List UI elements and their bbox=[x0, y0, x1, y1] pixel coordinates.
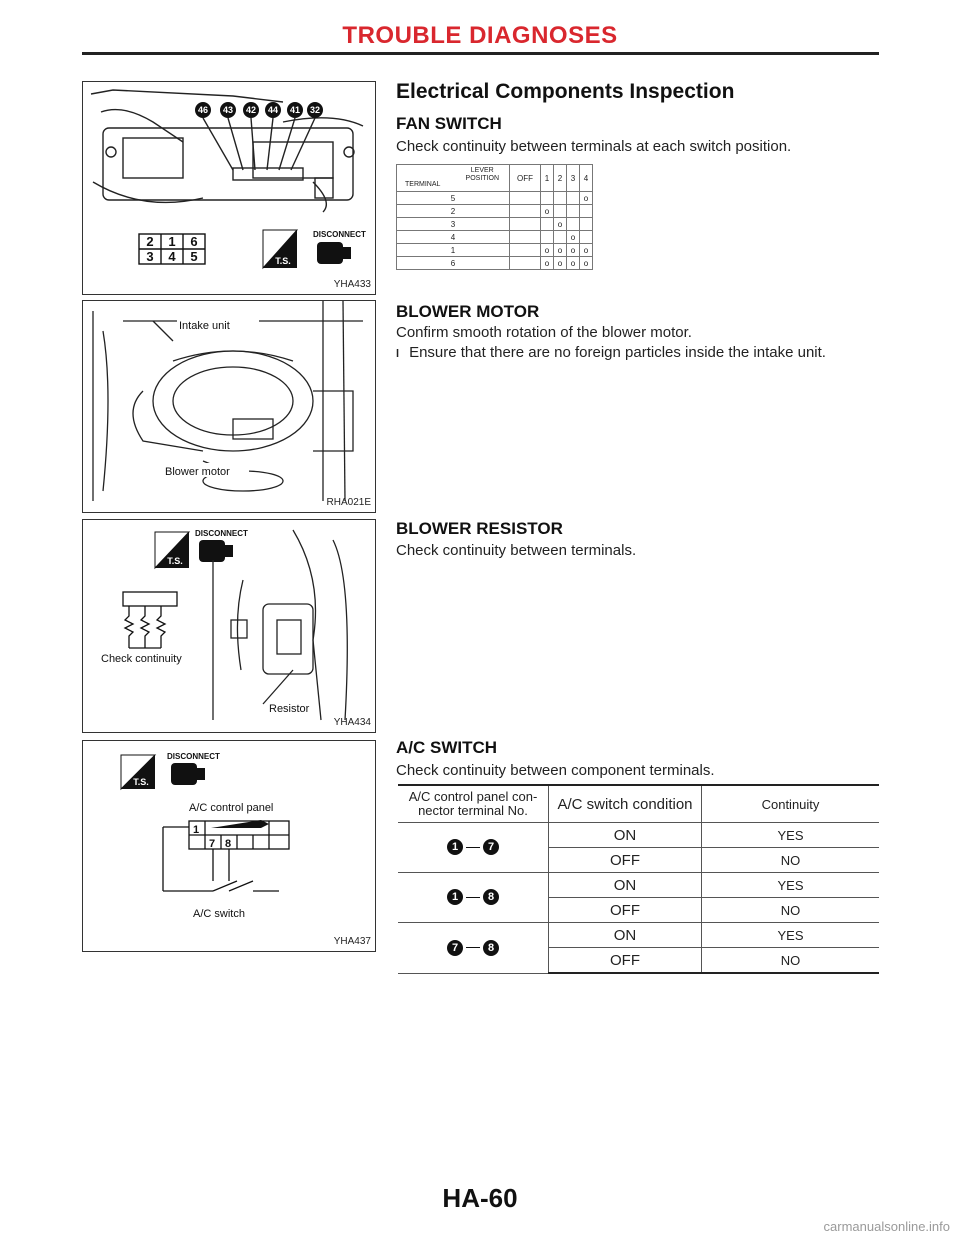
continuity-mark bbox=[541, 218, 554, 231]
continuity-mark: o bbox=[554, 244, 567, 257]
terminal-cell: 2 bbox=[397, 205, 510, 218]
column-header: OFF bbox=[510, 165, 541, 192]
resistor-schematic bbox=[123, 592, 177, 648]
terminal-callout: 42 bbox=[245, 105, 257, 115]
continuity-mark bbox=[554, 231, 567, 244]
grid-terminal: 5 bbox=[190, 249, 198, 264]
continuity-value: NO bbox=[702, 948, 880, 974]
continuity-mark: o bbox=[554, 218, 567, 231]
continuity-mark bbox=[554, 192, 567, 205]
bullet-marker: l bbox=[396, 348, 400, 360]
terminal-callout: 46 bbox=[197, 105, 209, 115]
ac-switch-text: Check continuity between component terminals. bbox=[396, 762, 715, 779]
connector-diagram bbox=[163, 821, 289, 891]
terminal-b: 7 bbox=[483, 839, 499, 855]
terminal-label: TERMINAL bbox=[405, 181, 441, 188]
ac-switch-heading: A/C SWITCH bbox=[396, 738, 498, 757]
connector-terminal: 8 bbox=[225, 838, 232, 850]
header-divider bbox=[82, 52, 879, 55]
disconnect-label: DISCONNECT bbox=[195, 529, 248, 538]
continuity-mark bbox=[510, 218, 541, 231]
ac-switch-table bbox=[398, 784, 879, 974]
grid-terminal: 4 bbox=[168, 249, 176, 264]
continuity-mark bbox=[510, 231, 541, 244]
bullet-text: Ensure that there are no foreign particles inside the intake unit. bbox=[409, 344, 826, 361]
dash bbox=[466, 897, 480, 898]
continuity-mark: o bbox=[567, 231, 580, 244]
ts-icon bbox=[155, 532, 189, 568]
ac-switch-label: A/C switch bbox=[193, 908, 245, 920]
continuity-value: YES bbox=[702, 873, 880, 898]
check-continuity-label: Check continuity bbox=[101, 653, 182, 665]
continuity-mark: o bbox=[580, 192, 593, 205]
terminal-pair bbox=[398, 923, 549, 974]
terminal-cell: 4 bbox=[397, 231, 510, 244]
table-row bbox=[398, 923, 879, 948]
continuity-mark: o bbox=[541, 244, 554, 257]
disconnect-label: DISCONNECT bbox=[167, 752, 220, 761]
continuity-mark: o bbox=[580, 257, 593, 270]
terminal-callout: 43 bbox=[222, 105, 234, 115]
table-row bbox=[397, 218, 593, 231]
blower-motor-figure bbox=[82, 300, 376, 513]
disconnect-label: DISCONNECT bbox=[313, 230, 366, 239]
continuity-mark bbox=[567, 218, 580, 231]
ts-label: T.S. bbox=[133, 777, 149, 787]
terminal-a: 1 bbox=[447, 889, 463, 905]
terminal-callout: 41 bbox=[289, 105, 301, 115]
terminal-number-callouts bbox=[195, 102, 323, 118]
lever-position-label: LEVER POSITION bbox=[465, 167, 499, 182]
blower-resistor-text: Check continuity between terminals. bbox=[396, 542, 637, 559]
terminal-pair bbox=[398, 873, 549, 923]
blower-motor-label: Blower motor bbox=[165, 466, 230, 478]
continuity-mark: o bbox=[554, 257, 567, 270]
terminal-pair bbox=[398, 823, 549, 873]
terminal-cell: 1 bbox=[397, 244, 510, 257]
blower-motor-bullet bbox=[396, 344, 826, 361]
column-header: 4 bbox=[580, 165, 593, 192]
terminal-cell: 6 bbox=[397, 257, 510, 270]
fan-switch-text: Check continuity between terminals at each switch position. bbox=[396, 138, 792, 155]
continuity-mark bbox=[541, 231, 554, 244]
column-header: 3 bbox=[567, 165, 580, 192]
continuity-mark bbox=[510, 205, 541, 218]
blower-resistor-heading: BLOWER RESISTOR bbox=[396, 519, 563, 538]
terminal-cell: 5 bbox=[397, 192, 510, 205]
ts-icon bbox=[121, 755, 155, 789]
blower-motor-heading: BLOWER MOTOR bbox=[396, 302, 540, 321]
continuity-mark bbox=[567, 205, 580, 218]
watermark: carmanualsonline.info bbox=[823, 1219, 950, 1234]
figure-code: YHA437 bbox=[333, 936, 371, 947]
disconnect-icon bbox=[167, 752, 220, 785]
terminal-a: 1 bbox=[447, 839, 463, 855]
continuity-mark: o bbox=[541, 205, 554, 218]
table-row bbox=[397, 231, 593, 244]
continuity-mark: o bbox=[567, 244, 580, 257]
fan-switch-heading: FAN SWITCH bbox=[396, 114, 502, 133]
disconnect-icon bbox=[195, 529, 248, 562]
blower-motor-illustration bbox=[83, 301, 375, 512]
continuity-mark bbox=[580, 218, 593, 231]
continuity-mark bbox=[580, 205, 593, 218]
table-row bbox=[397, 205, 593, 218]
switch-condition: OFF bbox=[549, 948, 702, 974]
switch-condition: OFF bbox=[549, 898, 702, 923]
terminal-b: 8 bbox=[483, 889, 499, 905]
column-header-continuity: Continuity bbox=[702, 785, 880, 823]
intake-unit-label: Intake unit bbox=[179, 320, 230, 332]
continuity-mark bbox=[541, 192, 554, 205]
continuity-mark: o bbox=[580, 244, 593, 257]
fan-switch-figure bbox=[82, 81, 376, 295]
switch-condition: OFF bbox=[549, 848, 702, 873]
switch-condition: ON bbox=[549, 923, 702, 948]
ac-switch-figure bbox=[82, 740, 376, 952]
continuity-mark bbox=[510, 257, 541, 270]
continuity-mark bbox=[510, 192, 541, 205]
ts-icon bbox=[263, 230, 297, 268]
continuity-value: NO bbox=[702, 898, 880, 923]
grid-terminal: 3 bbox=[146, 249, 154, 264]
figure-code: RHA021E bbox=[326, 497, 371, 508]
continuity-mark bbox=[580, 231, 593, 244]
column-header-terminal: A/C control panel con- nector terminal No. bbox=[398, 785, 549, 823]
ts-label: T.S. bbox=[275, 256, 291, 266]
grid-terminal: 2 bbox=[146, 234, 154, 249]
page-header-title: TROUBLE DIAGNOSES bbox=[342, 22, 618, 49]
ac-control-panel-label: A/C control panel bbox=[189, 802, 274, 814]
blower-resistor-figure bbox=[82, 519, 376, 733]
column-header: 1 bbox=[541, 165, 554, 192]
switch-condition: ON bbox=[549, 823, 702, 848]
dash bbox=[466, 947, 480, 948]
grid-terminal: 6 bbox=[190, 234, 198, 249]
main-title: Electrical Components Inspection bbox=[396, 80, 735, 103]
page-number: HA-60 bbox=[442, 1183, 518, 1213]
table-row bbox=[398, 823, 879, 848]
connector-terminal: 7 bbox=[209, 838, 216, 850]
figure-code: YHA433 bbox=[333, 279, 371, 290]
fan-switch-table bbox=[396, 164, 593, 270]
blower-resistor-illustration bbox=[83, 520, 375, 732]
terminal-callout: 32 bbox=[309, 105, 321, 115]
resistor-label: Resistor bbox=[269, 703, 310, 715]
terminal-cell: 3 bbox=[397, 218, 510, 231]
grid-terminal: 1 bbox=[168, 234, 176, 249]
continuity-mark bbox=[567, 192, 580, 205]
column-header: 2 bbox=[554, 165, 567, 192]
ts-label: T.S. bbox=[167, 556, 183, 566]
fan-switch-illustration bbox=[83, 82, 375, 294]
table-row bbox=[397, 244, 593, 257]
connector-terminal: 1 bbox=[193, 824, 200, 836]
terminal-b: 8 bbox=[483, 940, 499, 956]
table-header-terminal bbox=[397, 165, 510, 192]
table-row bbox=[397, 257, 593, 270]
continuity-value: YES bbox=[702, 823, 880, 848]
terminal-a: 7 bbox=[447, 940, 463, 956]
ac-switch-illustration bbox=[83, 741, 375, 951]
continuity-mark: o bbox=[541, 257, 554, 270]
continuity-value: NO bbox=[702, 848, 880, 873]
table-row bbox=[398, 873, 879, 898]
table-row bbox=[397, 192, 593, 205]
column-header-condition: A/C switch condition bbox=[549, 785, 702, 823]
continuity-value: YES bbox=[702, 923, 880, 948]
continuity-mark: o bbox=[567, 257, 580, 270]
blower-motor-text: Confirm smooth rotation of the blower motor. bbox=[396, 324, 692, 341]
figure-code: YHA434 bbox=[333, 717, 371, 728]
continuity-mark bbox=[510, 244, 541, 257]
dash bbox=[466, 847, 480, 848]
continuity-mark bbox=[554, 205, 567, 218]
switch-condition: ON bbox=[549, 873, 702, 898]
disconnect-icon bbox=[313, 230, 366, 264]
terminal-callout: 44 bbox=[267, 105, 279, 115]
